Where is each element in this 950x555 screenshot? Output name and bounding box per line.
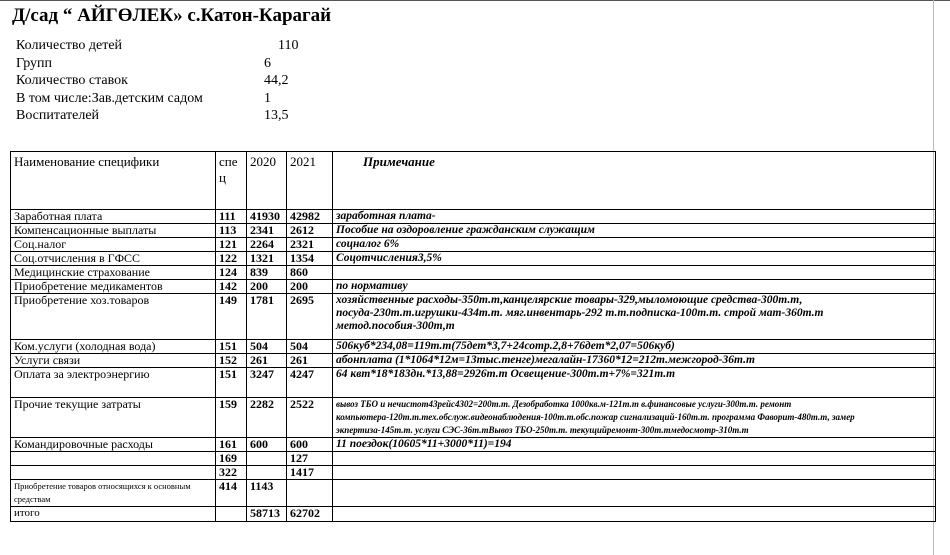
table-row (11, 224, 936, 238)
row-2021: 2695 (287, 294, 333, 340)
row-2020: 58713 (247, 507, 287, 522)
row-2020: 1143 (247, 480, 287, 507)
row-note: соцналог 6% (333, 238, 936, 252)
table-row (11, 210, 936, 224)
row-note (333, 466, 936, 480)
header-2021: 2021 (287, 152, 333, 210)
row-note (333, 452, 936, 466)
row-code: 113 (216, 224, 247, 238)
row-2021: 1417 (287, 466, 333, 480)
row-2020: 200 (247, 280, 287, 294)
row-code: 122 (216, 252, 247, 266)
row-name: Медицинские страхование (11, 266, 216, 280)
row-name: Оплата за электроэнергию (11, 368, 216, 398)
table-total-row (11, 507, 936, 522)
header-name: Наименование специфики (11, 152, 216, 210)
row-code (216, 507, 247, 522)
row-name: Прочие текущие затраты (11, 398, 216, 438)
row-name: Заработная плата (11, 210, 216, 224)
row-2021: 62702 (287, 507, 333, 522)
table-row (11, 294, 936, 340)
row-note (333, 507, 936, 522)
document-title: Д/сад “ АЙГӨЛЕК» с.Катон-Карагай (12, 5, 332, 26)
table-row (11, 340, 936, 354)
row-note: 506куб*234,08=119т.т(75дет*3,7+24сотр.2,8+76дет*2,07=506куб) (333, 340, 936, 354)
row-name (11, 466, 216, 480)
specifics-table (10, 151, 936, 522)
table-row (11, 398, 936, 438)
row-note: по нормативу (333, 280, 936, 294)
info-label: Воспитателей (16, 108, 100, 123)
row-2020: 600 (247, 438, 287, 452)
row-code: 322 (216, 466, 247, 480)
row-code: 121 (216, 238, 247, 252)
table-row (11, 438, 936, 452)
info-label: В том числе:Зав.детским садом (16, 90, 203, 106)
table-row (11, 368, 936, 398)
row-code: 142 (216, 280, 247, 294)
row-code: 151 (216, 368, 247, 398)
info-value: 13,5 (264, 108, 289, 123)
row-2020: 839 (247, 266, 287, 280)
info-label: Количество ставок (16, 73, 128, 88)
table-row (11, 266, 936, 280)
row-2020 (247, 466, 287, 480)
row-2021: 4247 (287, 368, 333, 398)
info-value: 110 (278, 38, 299, 53)
row-note: заработная плата- (333, 210, 936, 224)
row-2020 (247, 452, 287, 466)
row-code: 159 (216, 398, 247, 438)
row-code: 414 (216, 480, 247, 507)
row-code: 152 (216, 354, 247, 368)
row-name: Приобретение медикаментов (11, 280, 216, 294)
row-2021: 2612 (287, 224, 333, 238)
row-code: 169 (216, 452, 247, 466)
row-2020: 1321 (247, 252, 287, 266)
row-name: Приобретение товаров относящихся к основным средствам (11, 480, 216, 507)
row-2021: 1354 (287, 252, 333, 266)
row-2020: 2264 (247, 238, 287, 252)
table-row (11, 280, 936, 294)
row-note: Соцотчисления3,5% (333, 252, 936, 266)
row-name: Командировочные расходы (11, 438, 216, 452)
row-note (333, 266, 936, 280)
table-row (11, 480, 936, 507)
row-2021: 2321 (287, 238, 333, 252)
header-2020: 2020 (247, 152, 287, 210)
row-2021 (287, 480, 333, 507)
row-note: вывоз ТБО и нечистот43рейс4302=200т.т. Дезобработка 1000кв.м-121т.т в.финансовые услуги-300т.т. ремонт компьютера-120т.т.тех.обслуж.видеонаблюдения-100т.т.обс.пожар сигнализаций-160т.т. программа Фаворит-480т.т, замер экпертиза-145т.т. услуги СЭС-36т.тВывоз ТБО-250т.т. текущийремонт-300т.тмедосмотр-310т.т (333, 398, 936, 438)
row-code: 151 (216, 340, 247, 354)
row-2021: 2522 (287, 398, 333, 438)
row-2020: 504 (247, 340, 287, 354)
row-2021: 504 (287, 340, 333, 354)
row-2021: 261 (287, 354, 333, 368)
row-code: 149 (216, 294, 247, 340)
table-row (11, 252, 936, 266)
row-2020: 2282 (247, 398, 287, 438)
row-name: Ком.услуги (холодная вода) (11, 340, 216, 354)
info-value: 44,2 (264, 73, 289, 88)
row-name (11, 452, 216, 466)
table-row (11, 452, 936, 466)
row-name: Компенсационные выплаты (11, 224, 216, 238)
header-code: спец (216, 152, 247, 210)
row-note: Пособие на оздоровление гражданским служащим (333, 224, 936, 238)
table-row (11, 354, 936, 368)
row-2021: 42982 (287, 210, 333, 224)
row-code: 111 (216, 210, 247, 224)
row-code: 124 (216, 266, 247, 280)
row-2021: 200 (287, 280, 333, 294)
row-2020: 1781 (247, 294, 287, 340)
row-2020: 41930 (247, 210, 287, 224)
info-value: 6 (264, 55, 271, 71)
row-name: Соц.отчисления в ГФСС (11, 252, 216, 266)
row-2021: 860 (287, 266, 333, 280)
page-top-border (0, 0, 950, 1)
row-name: Услуги связи (11, 354, 216, 368)
row-note: 64 квт*18*183дн.*13,88=2926т.т Освещение-300т.т+7%=321т.т (333, 368, 936, 398)
table-row (11, 466, 936, 480)
row-name: Приобретение хоз.товаров (11, 294, 216, 340)
row-2021: 127 (287, 452, 333, 466)
row-2020: 2341 (247, 224, 287, 238)
row-note (333, 480, 936, 507)
row-2020: 3247 (247, 368, 287, 398)
row-note: хозяйственные расходы-350т.т,канцелярские товары-329,мыломоющие средства-300т.т, посуда-230т.т.игрушки-434т.т. мяг.инвентарь-292 т.т.подписка-100т.т. строй мат-360т.т метод.пособия-300т,т (333, 294, 936, 340)
row-note: 11 поездок(10605*11+3000*11)=194 (333, 438, 936, 452)
row-note: абонплата (1*1064*12м=13тыс.тенге)мегалайн-17360*12=212т.межгород-36т.т (333, 354, 936, 368)
row-name: итого (11, 507, 216, 522)
header-note: Примечание (333, 152, 936, 210)
info-value: 1 (264, 90, 271, 106)
row-2020: 261 (247, 354, 287, 368)
row-name: Соц.налог (11, 238, 216, 252)
row-code: 161 (216, 438, 247, 452)
info-label: Групп (16, 55, 53, 71)
row-2021: 600 (287, 438, 333, 452)
info-label: Количество детей (16, 38, 123, 53)
table-header-row (11, 152, 936, 210)
table-row (11, 238, 936, 252)
